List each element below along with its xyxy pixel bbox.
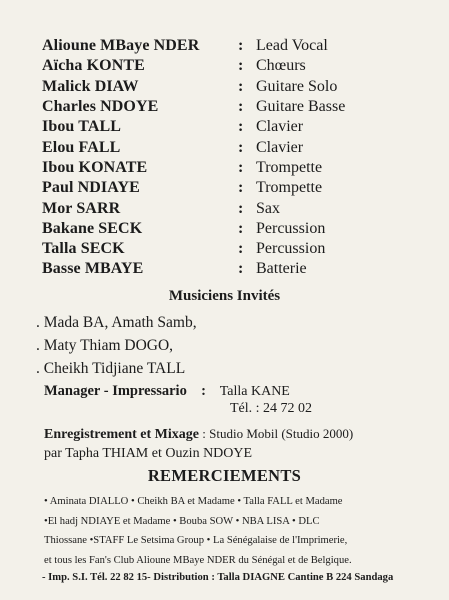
musician-name: Ibou KONATE [42, 158, 148, 176]
musician-role: Sax [256, 199, 280, 217]
musician-role: Trompette [256, 158, 323, 176]
musician-row [42, 56, 442, 76]
musician-role: Percussion [256, 240, 326, 258]
musician-row [42, 178, 442, 198]
recording-studio: : Studio Mobil (Studio 2000) [202, 426, 354, 441]
role-separator: : [238, 240, 244, 258]
thanks-line: Thiossane •STAFF Le Setsima Group • La Sénégalaise de l'Imprimerie, [44, 535, 348, 547]
recording-engineers: par Tapha THIAM et Ouzin NDOYE [44, 446, 253, 461]
role-separator: : [238, 77, 244, 95]
musician-row [42, 36, 442, 56]
thanks-line: •El hadj NDIAYE et Madame • Bouba SOW • NBA LISA • DLC [44, 515, 320, 527]
musician-role: Lead Vocal [256, 37, 328, 55]
role-separator: : [238, 138, 244, 156]
musician-name: Alioune MBaye NDER [42, 37, 200, 55]
musician-row [42, 259, 442, 279]
role-separator: : [238, 37, 244, 55]
role-separator: : [238, 260, 244, 278]
imprint-text: - Imp. S.I. Tél. 22 82 15- [42, 572, 151, 583]
role-separator: : [238, 179, 244, 197]
thanks-title: REMERCIEMENTS [147, 466, 302, 485]
musician-role: Clavier [256, 118, 304, 136]
role-separator: : [238, 118, 244, 136]
musician-row [42, 198, 442, 218]
manager-separator: : [201, 383, 206, 399]
musician-name: Aïcha KONTE [42, 57, 145, 75]
musician-row [42, 97, 442, 117]
musician-name: Charles NDOYE [42, 98, 159, 116]
musician-name: Bakane SECK [42, 219, 143, 237]
musician-name: Talla SECK [42, 240, 125, 258]
musician-row [42, 77, 442, 97]
musician-name: Basse MBAYE [42, 260, 144, 278]
musician-row [42, 239, 442, 259]
manager-tel: Tél. : 24 72 02 [230, 401, 313, 416]
musician-row [42, 158, 442, 178]
role-separator: : [238, 219, 244, 237]
musician-role: Percussion [256, 219, 326, 237]
musician-name: Ibou TALL [42, 118, 122, 136]
musician-row [42, 137, 442, 157]
manager-label: Manager - Impressario [44, 383, 187, 399]
guest-line: . Mada BA, Amath Samb, [36, 314, 197, 331]
musician-role: Chœurs [256, 57, 306, 75]
distribution-text: Distribution : Talla DIAGNE Cantine B 224 Sandaga [153, 572, 394, 583]
thanks-line: et tous les Fan's Club Alioune MBaye NDER du Sénégal et de Belgique. [44, 555, 352, 567]
role-separator: : [238, 158, 244, 176]
musician-role: Batterie [256, 260, 307, 278]
role-separator: : [238, 199, 244, 217]
recording-label: Enregistrement et Mixage [44, 427, 199, 442]
guest-musicians-title: Musiciens Invités [168, 288, 281, 304]
thanks-line: • Aminata DIALLO • Cheikh BA et Madame • Talla FALL et Madame [44, 496, 343, 507]
musician-name: Mor SARR [42, 199, 121, 217]
recording-credits [44, 424, 353, 463]
role-separator: : [238, 98, 244, 116]
musician-role: Trompette [256, 179, 323, 197]
manager-name: Talla KANE [219, 384, 290, 399]
musician-role: Guitare Basse [256, 98, 346, 116]
musician-name: Elou FALL [42, 138, 121, 156]
musician-row [42, 117, 442, 137]
musician-name: Paul NDIAYE [42, 179, 140, 197]
guest-line: . Maty Thiam DOGO, [36, 337, 174, 354]
footer-imprint [42, 572, 393, 583]
musician-role: Clavier [256, 138, 304, 156]
role-separator: : [238, 57, 244, 75]
musician-row [42, 219, 442, 239]
musician-name: Malick DIAW [42, 77, 139, 95]
musician-role: Guitare Solo [256, 77, 338, 95]
guest-musicians-list [36, 311, 197, 380]
guest-line: . Cheikh Tidjiane TALL [36, 360, 186, 377]
musician-list [42, 36, 442, 280]
thanks-list [44, 492, 439, 571]
manager-line [44, 383, 290, 400]
